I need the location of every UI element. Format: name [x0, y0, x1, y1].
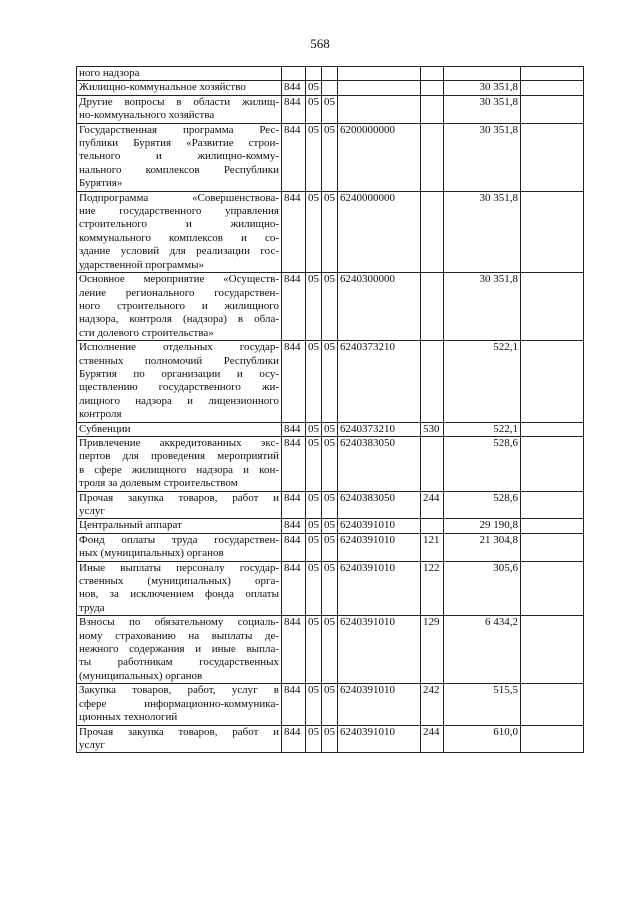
description-line: но-коммунального хозяйства — [79, 109, 215, 122]
row-description — [77, 191, 282, 272]
description-line: ционных технологий — [79, 711, 178, 724]
extra-cell — [521, 684, 584, 725]
description-line: надзора, контроля (надзора) в обла- — [79, 313, 279, 326]
subsection-code-cell: 05 — [322, 519, 338, 533]
description-line: Закупка товаров, работ, услуг в — [79, 684, 279, 697]
table-row — [77, 81, 584, 95]
target-article-cell: 6240391010 — [338, 519, 421, 533]
target-article-cell: 6240391010 — [338, 561, 421, 616]
table-row — [77, 725, 584, 753]
subsection-code-cell: 05 — [322, 561, 338, 616]
target-article-cell: 6240391010 — [338, 684, 421, 725]
extra-cell — [521, 561, 584, 616]
subsection-code-cell: 05 — [322, 436, 338, 491]
extra-cell — [521, 422, 584, 436]
table-body — [77, 67, 584, 753]
target-article-cell: 6240000000 — [338, 191, 421, 272]
row-description — [77, 341, 282, 422]
department-code-cell: 844 — [282, 81, 306, 95]
row-description — [77, 81, 282, 95]
row-description — [77, 123, 282, 191]
target-article-cell: 6200000000 — [338, 123, 421, 191]
department-code-cell: 844 — [282, 123, 306, 191]
amount-cell: 30 351,8 — [444, 95, 521, 123]
amount-cell: 30 351,8 — [444, 81, 521, 95]
description-line: ного строительного и жилищного — [79, 299, 279, 312]
table-row — [77, 684, 584, 725]
row-description — [77, 422, 282, 436]
section-code-cell: 05 — [306, 422, 322, 436]
description-line: ществлению государственного жи- — [79, 381, 279, 394]
expense-type-cell — [421, 123, 444, 191]
description-line: услуг — [79, 738, 105, 751]
description-line: нежного содержания и иные выпла- — [79, 643, 279, 656]
extra-cell — [521, 519, 584, 533]
description-line: труда — [79, 601, 105, 614]
subsection-code-cell: 05 — [322, 533, 338, 561]
table-row — [77, 341, 584, 422]
row-description — [77, 684, 282, 725]
description-line: Основное мероприятие «Осуществ- — [79, 273, 279, 286]
description-line: контроля — [79, 408, 122, 421]
section-code-cell: 05 — [306, 725, 322, 753]
table-row — [77, 191, 584, 272]
expense-type-cell — [421, 81, 444, 95]
target-article-cell: 6240300000 — [338, 273, 421, 341]
table-row — [77, 273, 584, 341]
table-row — [77, 491, 584, 519]
description-line: в сфере жилищного надзора и кон- — [79, 463, 279, 476]
target-article-cell — [338, 95, 421, 123]
expense-type-cell — [421, 341, 444, 422]
expense-type-cell: 121 — [421, 533, 444, 561]
description-line: Бурятия» — [79, 177, 123, 190]
row-description — [77, 561, 282, 616]
expense-type-cell — [421, 273, 444, 341]
budget-table — [76, 66, 584, 753]
table-row — [77, 561, 584, 616]
target-article-cell: 6240383050 — [338, 491, 421, 519]
amount-cell: 21 304,8 — [444, 533, 521, 561]
department-code-cell: 844 — [282, 684, 306, 725]
description-line: здание условий для реализации гос- — [79, 245, 279, 258]
amount-cell: 30 351,8 — [444, 273, 521, 341]
subsection-code-cell: 05 — [322, 191, 338, 272]
target-article-cell — [338, 67, 421, 81]
description-line: коммунального комплексов и со- — [79, 231, 279, 244]
table-row — [77, 67, 584, 81]
amount-cell: 528,6 — [444, 436, 521, 491]
description-line: Государственная программа Рес- — [79, 123, 279, 136]
expense-type-cell: 242 — [421, 684, 444, 725]
department-code-cell: 844 — [282, 491, 306, 519]
section-code-cell: 05 — [306, 533, 322, 561]
row-description — [77, 491, 282, 519]
amount-cell: 528,6 — [444, 491, 521, 519]
expense-type-cell — [421, 519, 444, 533]
amount-cell — [444, 67, 521, 81]
description-line: Иные выплаты персоналу государ- — [79, 561, 279, 574]
department-code-cell: 844 — [282, 725, 306, 753]
description-line: ных (муниципальных) органов — [79, 547, 224, 560]
amount-cell: 30 351,8 — [444, 191, 521, 272]
subsection-code-cell: 05 — [322, 491, 338, 519]
amount-cell: 305,6 — [444, 561, 521, 616]
description-line: нов, за исключением фонда оплаты — [79, 588, 279, 601]
description-line: Взносы по обязательному социаль- — [79, 616, 279, 629]
department-code-cell: 844 — [282, 273, 306, 341]
section-code-cell: 05 — [306, 436, 322, 491]
description-line: услуг — [79, 505, 105, 517]
amount-cell: 6 434,2 — [444, 616, 521, 684]
table-row — [77, 422, 584, 436]
department-code-cell: 844 — [282, 533, 306, 561]
extra-cell — [521, 725, 584, 753]
row-description — [77, 273, 282, 341]
description-line: пертов для проведения мероприятий — [79, 450, 279, 463]
description-line: Центральный аппарат — [79, 519, 182, 532]
description-line: лищного надзора и лицензионного — [79, 394, 279, 407]
subsection-code-cell: 05 — [322, 725, 338, 753]
description-line: Прочая закупка товаров, работ и — [79, 491, 279, 504]
department-code-cell: 844 — [282, 341, 306, 422]
target-article-cell: 6240383050 — [338, 436, 421, 491]
department-code-cell: 844 — [282, 95, 306, 123]
description-line: Фонд оплаты труда государствен- — [79, 533, 279, 546]
table-row — [77, 519, 584, 533]
section-code-cell: 05 — [306, 81, 322, 95]
section-code-cell: 05 — [306, 684, 322, 725]
description-line: Подпрограмма «Совершенствова- — [79, 191, 279, 204]
description-line: сфере информационно-коммуника- — [79, 697, 279, 710]
extra-cell — [521, 95, 584, 123]
extra-cell — [521, 341, 584, 422]
section-code-cell: 05 — [306, 561, 322, 616]
table-row — [77, 616, 584, 684]
extra-cell — [521, 191, 584, 272]
expense-type-cell: 122 — [421, 561, 444, 616]
target-article-cell: 6240373210 — [338, 422, 421, 436]
department-code-cell — [282, 67, 306, 81]
extra-cell — [521, 67, 584, 81]
expense-type-cell: 244 — [421, 491, 444, 519]
amount-cell: 30 351,8 — [444, 123, 521, 191]
page-number: 568 — [310, 36, 330, 51]
description-line: Бурятия по организации и осу- — [79, 367, 279, 380]
table-row — [77, 123, 584, 191]
extra-cell — [521, 81, 584, 95]
department-code-cell: 844 — [282, 436, 306, 491]
description-line: ному страхованию на выплаты де- — [79, 629, 279, 642]
table-row — [77, 533, 584, 561]
description-line: (муниципальных) органов — [79, 669, 203, 682]
extra-cell — [521, 436, 584, 491]
row-description — [77, 725, 282, 753]
row-description — [77, 616, 282, 684]
target-article-cell: 6240391010 — [338, 616, 421, 684]
subsection-code-cell: 05 — [322, 123, 338, 191]
description-line: нального комплексов Республики — [79, 163, 279, 176]
target-article-cell: 6240373210 — [338, 341, 421, 422]
subsection-code-cell: 05 — [322, 95, 338, 123]
section-code-cell: 05 — [306, 95, 322, 123]
extra-cell — [521, 123, 584, 191]
description-line: Привлечение аккредитованных экс- — [79, 436, 279, 449]
section-code-cell: 05 — [306, 341, 322, 422]
subsection-code-cell: 05 — [322, 684, 338, 725]
description-line: ного надзора — [79, 67, 140, 79]
amount-cell: 610,0 — [444, 725, 521, 753]
target-article-cell: 6240391010 — [338, 533, 421, 561]
expense-type-cell — [421, 191, 444, 272]
section-code-cell: 05 — [306, 123, 322, 191]
amount-cell: 29 190,8 — [444, 519, 521, 533]
description-line: тельного и жилищно-комму- — [79, 150, 279, 163]
row-description — [77, 67, 282, 81]
section-code-cell: 05 — [306, 191, 322, 272]
table-row — [77, 95, 584, 123]
row-description — [77, 519, 282, 533]
row-description — [77, 533, 282, 561]
target-article-cell — [338, 81, 421, 95]
amount-cell: 522,1 — [444, 341, 521, 422]
subsection-code-cell: 05 — [322, 341, 338, 422]
department-code-cell: 844 — [282, 616, 306, 684]
expense-type-cell — [421, 436, 444, 491]
table-row — [77, 436, 584, 491]
expense-type-cell: 244 — [421, 725, 444, 753]
description-line: ственных (муниципальных) орга- — [79, 575, 279, 588]
description-line: Прочая закупка товаров, работ и — [79, 725, 279, 738]
expense-type-cell: 530 — [421, 422, 444, 436]
description-line: Исполнение отдельных государ- — [79, 341, 279, 354]
description-line: Другие вопросы в области жилищ- — [79, 95, 279, 108]
department-code-cell: 844 — [282, 422, 306, 436]
description-line: Жилищно-коммунальное хозяйство — [79, 81, 246, 94]
department-code-cell: 844 — [282, 191, 306, 272]
subsection-code-cell: 05 — [322, 422, 338, 436]
extra-cell — [521, 616, 584, 684]
description-line: публики Бурятия «Развитие строи- — [79, 137, 279, 150]
section-code-cell — [306, 67, 322, 81]
subsection-code-cell — [322, 67, 338, 81]
amount-cell: 515,5 — [444, 684, 521, 725]
subsection-code-cell: 05 — [322, 273, 338, 341]
expense-type-cell — [421, 95, 444, 123]
expense-type-cell: 129 — [421, 616, 444, 684]
section-code-cell: 05 — [306, 519, 322, 533]
department-code-cell: 844 — [282, 561, 306, 616]
extra-cell — [521, 491, 584, 519]
section-code-cell: 05 — [306, 491, 322, 519]
row-description — [77, 95, 282, 123]
description-line: троля за долевым строительством — [79, 477, 238, 490]
description-line: ственных полномочий Республики — [79, 354, 279, 367]
amount-cell: 522,1 — [444, 422, 521, 436]
section-code-cell: 05 — [306, 616, 322, 684]
description-line: ударственной программы» — [79, 258, 204, 271]
expense-type-cell — [421, 67, 444, 81]
extra-cell — [521, 273, 584, 341]
description-line: ление регионального государствен- — [79, 286, 279, 299]
row-description — [77, 436, 282, 491]
subsection-code-cell: 05 — [322, 616, 338, 684]
description-line: ты работникам государственных — [79, 656, 279, 669]
target-article-cell: 6240391010 — [338, 725, 421, 753]
description-line: ние государственного управления — [79, 205, 279, 218]
description-line: строительного и жилищно- — [79, 218, 279, 231]
extra-cell — [521, 533, 584, 561]
department-code-cell: 844 — [282, 519, 306, 533]
description-line: Субвенции — [79, 422, 131, 435]
subsection-code-cell — [322, 81, 338, 95]
description-line: сти долевого строительства» — [79, 326, 214, 339]
section-code-cell: 05 — [306, 273, 322, 341]
